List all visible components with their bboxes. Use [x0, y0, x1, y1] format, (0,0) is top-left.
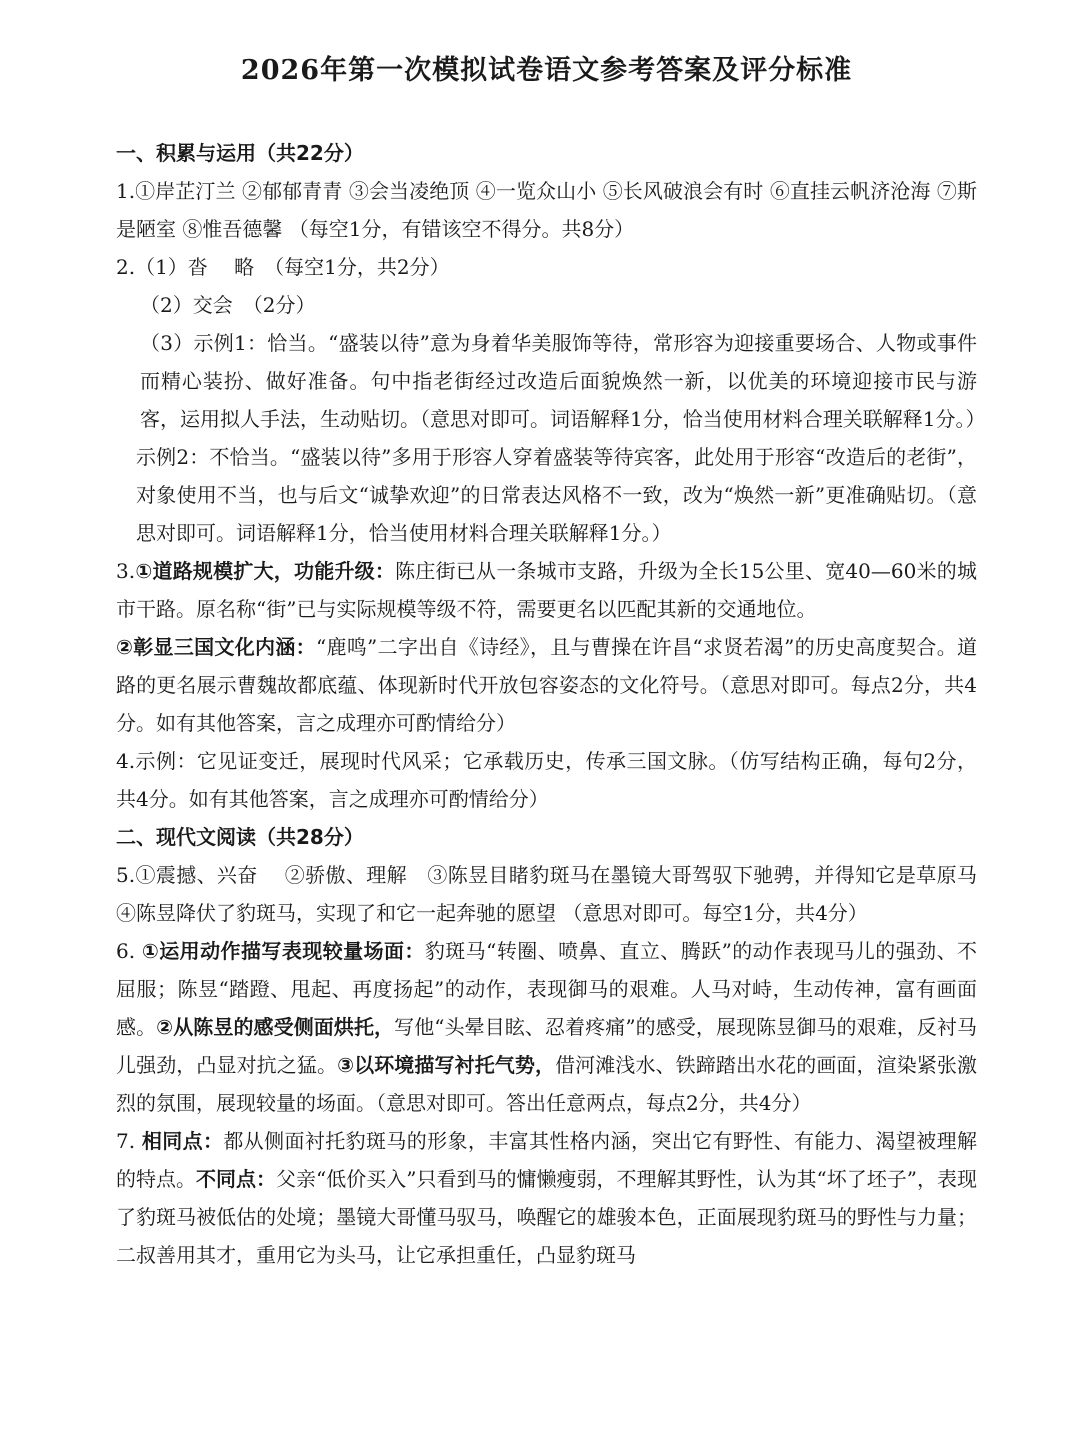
- answer-q2-4: 示例2：不恰当。“盛装以待”多用于形容人穿着盛装等待宾客，此处用于形容“改造后的老街”，对象使用不当，也与后文“诚挚欢迎”的日常表达风格不一致，改为“焕然一新”更准确贴切。（意思对即可。词语解释1分，恰当使用材料合理关联解释1分。）: [136, 445, 977, 545]
- answer-content: [116, 134, 997, 1274]
- section-heading-2: 二、现代文阅读（共28分）: [116, 825, 364, 849]
- answer-q2-3: （3）示例1：恰当。“盛装以待”意为身着华美服饰等待，常形容为迎接重要场合、人物或事件而精心装扮、做好准备。句中指老街经过改造后面貌焕然一新，以优美的环境迎接市民与游客，运用拟人手法，生动贴切。（意思对即可。词语解释1分，恰当使用材料合理关联解释1分。）: [140, 331, 986, 431]
- answer-q6-point3-title: ③以环境描写衬托气势，: [337, 1053, 556, 1077]
- answer-q6-point1-title: ①运用动作描写表现较量场面：: [141, 939, 425, 963]
- answer-q7-same-title: 相同点：: [141, 1129, 224, 1153]
- answer-q6: [116, 932, 977, 1122]
- answer-q3-point1-text: 陈庄街已从一条城市支路，升级为全长15公里、宽40—60米的城市干路。原名称“街”已与实际规模等级不符，需要更名以匹配其新的交通地位。: [116, 559, 977, 621]
- answer-q6-point1-text: 豹斑马“转圈、喷鼻、直立、腾跃”的动作表现马儿的强劲、不屈服；陈昱“踏蹬、甩起、再度扬起”的动作，表现御马的艰难。人马对峙，生动传神，富有画面感。: [116, 939, 977, 1039]
- answer-q6-point3-text: 借河滩浅水、铁蹄踏出水花的画面，渲染紧张激烈的氛围，展现较量的场面。（意思对即可。答出任意两点，每点2分，共4分）: [116, 1053, 978, 1115]
- answer-q2-2: （2）交会 （2分）: [140, 293, 316, 317]
- answer-q3-point2-title: ②彰显三国文化内涵：: [116, 635, 316, 659]
- answer-q7-diff-title: 不同点：: [196, 1167, 277, 1191]
- answer-q7-diff-text: 父亲“低价买入”只看到马的慵懒瘦弱，不理解其野性，认为其“坏了坯子”，表现了豹斑马被低估的处境；墨镜大哥懂马驭马，唤醒它的雄骏本色，正面展现豹斑马的野性与力量；二叔善用其才，重用它为头马，让它承担重任，凸显豹斑马: [116, 1167, 978, 1267]
- page-title: 2026年第一次模拟试卷语文参考答案及评分标准: [240, 55, 853, 86]
- answer-q6-prefix: 6.: [116, 939, 142, 963]
- answer-q3-point1-title: ①道路规模扩大，功能升级：: [135, 559, 396, 583]
- answer-q3-point2-text: “鹿鸣”二字出自《诗经》，且与曹操在许昌“求贤若渴”的历史高度契合。道路的更名展示曹魏故都底蕴、体现新时代开放包容姿态的文化符号。（意思对即可。每点2分，共4分。如有其他答案，言之成理亦可酌情给分）: [116, 635, 978, 735]
- answer-q7: [116, 1122, 977, 1274]
- answer-q2-1: 2.（1）沓 略 （每空1分，共2分）: [116, 255, 450, 279]
- answer-q1: 1.①岸芷汀兰 ②郁郁青青 ③会当凌绝顶 ④一览众山小 ⑤长风破浪会有时 ⑥直挂云帆济沧海 ⑦斯是陋室 ⑧惟吾德馨 （每空1分，有错该空不得分。共8分）: [116, 179, 977, 241]
- answer-q7-prefix: 7.: [116, 1129, 142, 1153]
- answer-q3-prefix: 3.: [116, 559, 136, 583]
- answer-q7-same-text: 都从侧面衬托豹斑马的形象，丰富其性格内涵，突出它有野性、有能力、渴望被理解的特点。: [116, 1129, 978, 1191]
- answer-q6-point2-title: ②从陈昱的感受侧面烘托，: [156, 1015, 395, 1039]
- answer-q3: [116, 552, 977, 742]
- answer-q6-point2-text: 写他“头晕目眩、忍着疼痛”的感受，展现陈昱御马的艰难，反衬马儿强劲，凸显对抗之猛。: [116, 1015, 978, 1077]
- answer-q4: 4.示例：它见证变迁，展现时代风采；它承载历史，传承三国文脉。（仿写结构正确，每句2分，共4分。如有其他答案，言之成理亦可酌情给分）: [116, 749, 977, 811]
- answer-q5: 5.①震撼、兴奋 ②骄傲、理解 ③陈昱目睹豹斑马在墨镜大哥驾驭下驰骋，并得知它是草原马 ④陈昱降伏了豹斑马，实现了和它一起奔驰的愿望 （意思对即可。每空1分，共4分）: [116, 863, 997, 925]
- section-heading-1: 一、积累与运用（共22分）: [116, 141, 364, 165]
